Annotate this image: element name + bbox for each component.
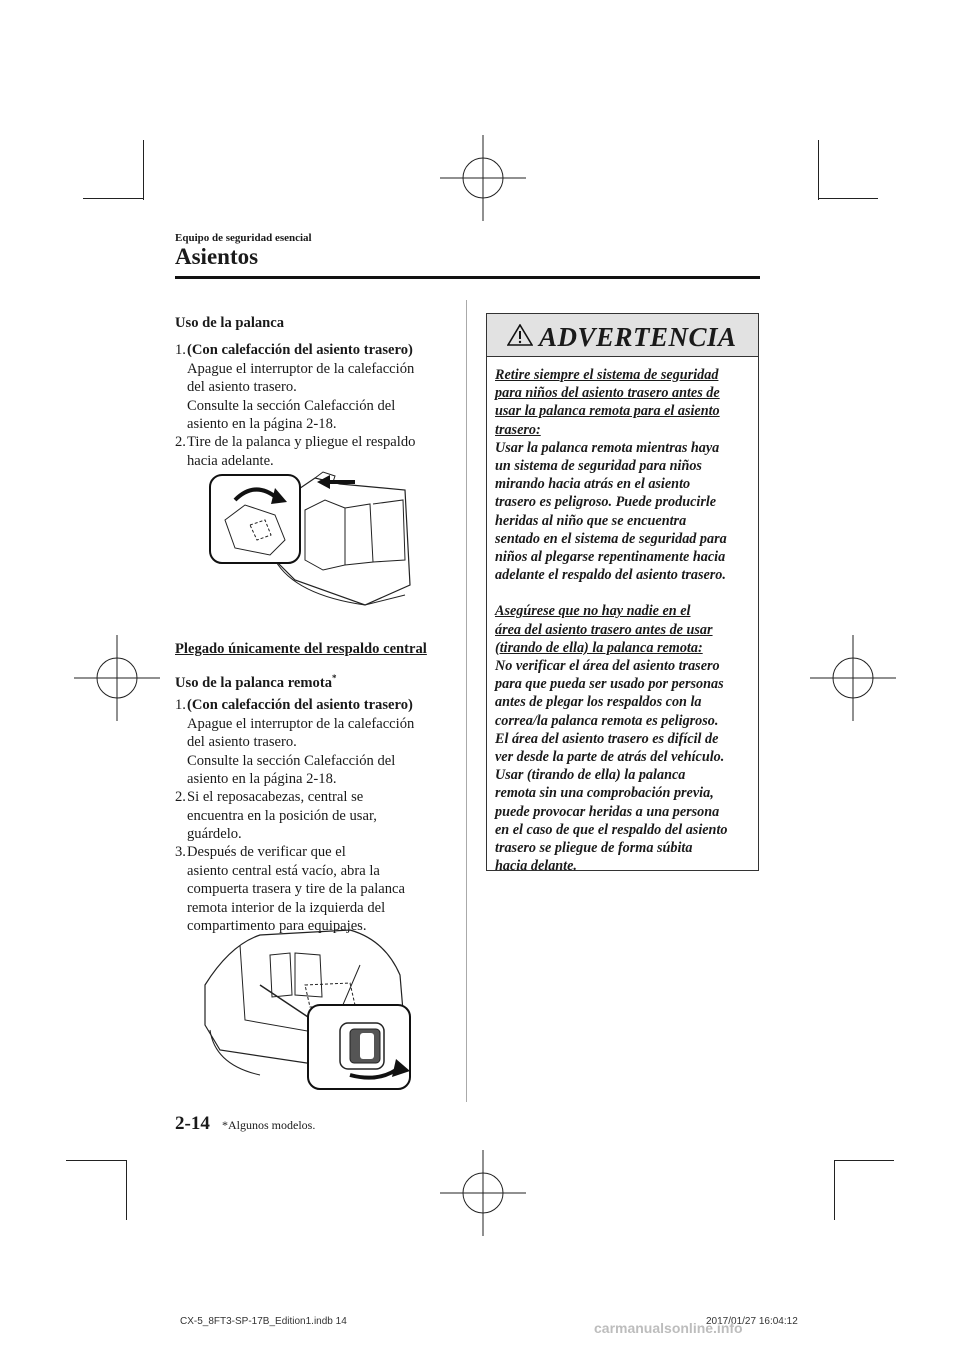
warning-line: en el caso de que el respaldo del asiento xyxy=(495,821,728,838)
step-line: Apague el interruptor de la calefacción xyxy=(187,715,415,732)
step-line: encuentra en la posición de usar, xyxy=(187,807,377,824)
step-condition: (Con calefacción del asiento trasero) xyxy=(187,342,413,358)
warning-line: niños al plegarse repentinamente hacia xyxy=(495,549,726,566)
crop-mark xyxy=(126,1160,127,1220)
step-line: asiento central está vacío, abra la xyxy=(187,862,380,879)
warning-body xyxy=(495,366,757,875)
subheading-center-backrest: Plegado únicamente del respaldo central xyxy=(175,641,427,657)
step-line: Si el reposacabezas, central se xyxy=(187,789,364,805)
remote-lever-illustration xyxy=(200,925,415,1095)
registration-mark-icon xyxy=(810,635,896,721)
crop-mark xyxy=(83,198,143,199)
step-1 xyxy=(175,341,450,434)
step-3 xyxy=(175,843,450,936)
warning-line: un sistema de seguridad para niños xyxy=(495,458,702,475)
section-label: Equipo de seguridad esencial xyxy=(175,232,312,244)
warning-line: adelante el respaldo del asiento trasero. xyxy=(495,567,726,584)
warning-line: sentado en el sistema de seguridad para xyxy=(495,530,727,547)
subheading-text: Uso de la palanca remota xyxy=(175,674,333,691)
page-title: Asientos xyxy=(175,244,259,269)
step-line: asiento en la página 2-18. xyxy=(187,771,337,787)
crop-mark xyxy=(143,140,144,200)
step-line: guárdelo. xyxy=(187,826,242,842)
warning-line: Retire siempre el sistema de seguridad xyxy=(495,367,719,383)
warning-line: remota sin una comprobación previa, xyxy=(495,785,714,802)
crop-mark xyxy=(834,1160,894,1161)
step-line: asiento en la página 2-18. xyxy=(187,416,337,432)
step-1 xyxy=(175,696,450,789)
step-line: del asiento trasero. xyxy=(187,734,297,750)
warning-line: puede provocar heridas a una persona xyxy=(495,803,720,820)
warning-box xyxy=(486,313,759,875)
warning-line: Usar la palanca remota mientras haya xyxy=(495,439,720,456)
warning-line: hacia delante. xyxy=(495,858,577,875)
warning-header xyxy=(487,314,758,357)
step-condition: (Con calefacción del asiento trasero) xyxy=(187,697,413,713)
seat-fold-illustration xyxy=(205,470,420,620)
warning-line: No verificar el área del asiento trasero xyxy=(495,658,720,675)
warning-line: Asegúrese que no hay nadie en el xyxy=(495,603,691,620)
step-number: 3. xyxy=(175,844,186,860)
warning-line: trasero: xyxy=(495,421,541,438)
crop-mark xyxy=(834,1160,835,1220)
registration-mark-icon xyxy=(440,1150,526,1236)
warning-line: usar la palanca remota para el asiento xyxy=(495,403,720,420)
header-divider xyxy=(175,276,760,279)
step-number: 1. xyxy=(175,697,186,713)
step-line: Después de verificar que el xyxy=(187,844,346,860)
warning-triangle-icon xyxy=(507,324,533,346)
warning-line: El área del asiento trasero es difícil de xyxy=(495,730,719,747)
step-number: 2. xyxy=(175,434,186,450)
crop-mark xyxy=(818,140,819,200)
warning-line: para niños del asiento trasero antes de xyxy=(495,385,720,402)
crop-mark xyxy=(818,198,878,199)
warning-line: (tirando de ella) la palanca remota: xyxy=(495,639,703,656)
step-line: Consulte la sección Calefacción del xyxy=(187,397,396,414)
step-2 xyxy=(175,433,450,470)
footnote-mark: * xyxy=(332,673,337,683)
warning-title: ADVERTENCIA xyxy=(539,322,737,352)
step-line: Apague el interruptor de la calefacción xyxy=(187,360,415,377)
warning-line: ver desde la parte de atrás del vehículo. xyxy=(495,749,725,766)
subheading-lever: Uso de la palanca xyxy=(175,315,285,331)
step-line: compuerta trasera y tire de la palanca xyxy=(187,881,405,897)
step-line: hacia adelante. xyxy=(187,452,274,469)
step-2 xyxy=(175,788,450,844)
step-line: Tire de la palanca y pliegue el respaldo xyxy=(187,434,416,450)
step-line: del asiento trasero. xyxy=(187,379,297,395)
step-line: compartimento para equipajes. xyxy=(187,918,367,934)
registration-mark-icon xyxy=(440,135,526,221)
warning-heading-1 xyxy=(495,366,757,439)
warning-text-2 xyxy=(495,657,757,875)
subheading-remote-lever xyxy=(175,669,447,692)
step-number: 1. xyxy=(175,342,186,358)
step-number: 2. xyxy=(175,789,186,805)
warning-line: mirando hacia atrás en el asiento xyxy=(495,476,691,493)
column-divider xyxy=(466,300,467,1102)
print-timestamp: 2017/01/27 16:04:12 xyxy=(706,1316,798,1327)
step-line: Consulte la sección Calefacción del xyxy=(187,752,396,769)
crop-mark xyxy=(66,1160,126,1161)
step-line: remota interior de la izquierda del xyxy=(187,899,386,916)
footnote: *Algunos modelos. xyxy=(222,1118,316,1132)
warning-text-1 xyxy=(495,439,757,585)
warning-line: antes de plegar los respaldos con la xyxy=(495,694,702,711)
watermark: carmanualsonline.info xyxy=(594,1320,743,1336)
warning-line: área del asiento trasero antes de usar xyxy=(495,621,713,638)
print-filename: CX-5_8FT3-SP-17B_Edition1.indb 14 xyxy=(180,1316,347,1327)
warning-line: heridas al niño que se encuentra xyxy=(495,512,687,529)
warning-heading-2 xyxy=(495,602,757,657)
warning-line: trasero es peligroso. Puede producirle xyxy=(495,494,717,511)
page-number: 2-14 xyxy=(175,1113,210,1134)
warning-line: trasero se pliegue de forma súbita xyxy=(495,840,693,857)
warning-line: para que pueda ser usado por personas xyxy=(495,676,724,693)
warning-line: correa/la palanca remota es peligroso. xyxy=(495,712,719,729)
warning-line: Usar (tirando de ella) la palanca xyxy=(495,767,686,784)
registration-mark-icon xyxy=(74,635,160,721)
